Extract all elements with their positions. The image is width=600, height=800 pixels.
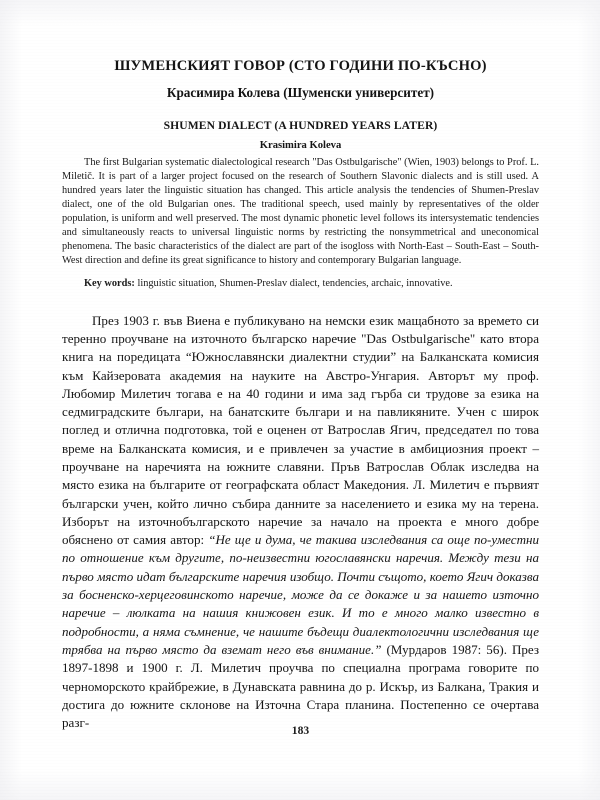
page-title-bulgarian: ШУМЕНСКИЯТ ГОВОР (СТО ГОДИНИ ПО-КЪСНО) xyxy=(114,58,487,74)
body-quotation: “Не ще и дума, че такива изследвания са още по-уместни по отношение към другите, по-неизвестни югославянски наречия. Между тези на първо място идат българските наречия изобщо. Почти същото, което Ягич доказва за босненско-херцеговинското наречие, може да се докаже и за нашето източно наречие – люлката на нашия книжовен език. И то е много малко известно в подробности, а няма съмнение, че нашите бъдещи диалектологични изследвания ще трябва на първо място да вземат него във внимание.” xyxy=(62,532,539,657)
abstract-paragraph: The first Bulgarian systematic dialectological research "Das Ostbulgarische" (Wien, 1903) belongs to Prof. L. Miletič. It is part of a larger project focused on the research of Southern Slavonic dialects and is still used. A hundred years later the linguistic situation has changed. This article analysis the tendencies of Shumen-Preslav dialect, one of the old Bulgarian ones. The traditional speech, used mainly by representatives of the older population, is uniform and well preserved. The most dynamic phonetic level follows its intersystematic tendencies and simultaneously reacts to universal linguistic norms by restricting the nonsymmetrical and uneconomical phenomena. The basic characteristics of the dialect are part of the isogloss with North-East – South-East – South-West direction and define its great significance to history and contemporary Bulgarian language. xyxy=(62,157,539,266)
body-text-after-quote: (Мурдаров 1987: 56). През 1897-1898 и 1900 г. Л. Милетич проучва по специална програма говорите по черноморското крайбрежие, в Дунавската равнина до р. Искър, из Балкана, Тракия и достига до южните склонове на Източна Стара планина. Постепенно се очертава разг- xyxy=(62,641,539,731)
body-text-before-quote: През 1903 г. във Виена е публикувано на немски език мащабното за времето си теренно проучване на източното българско наречие "Das Ostbulgarische" като втора книга на поредицата “Южнославянски диалектни студии” на Балканската комисия към Кайзеровата академия на науките на Австро-Унгария. Авторът му проф. Любомир Милетич тогава е на 40 години и има зад гърба си трудове за езика на седмиградските българи, на банатските българи и на павликяните. Учен с широк поглед и отлична подготовка, той е оценен от Ватрослав Ягич, председател по това време на Балканската комисия, и е привлечен за участие в амбициозния проект – проучване на наречията на южните славяни. Пръв Ватрослав Облак изследва на място езика на българите от географската област Македония. Л. Милетич е първият български учен, който лично събира данните за населението и езика му на терена. Изборът на източнобългарското наречие за начало на проекта е много добре обяснено от самия автор: xyxy=(62,312,539,548)
page-title-english: SHUMEN DIALECT (A HUNDRED YEARS LATER) xyxy=(163,118,438,132)
keywords-line xyxy=(62,268,539,291)
keywords-value: linguistic situation, Shumen-Preslav dialect, tendencies, archaic, innovative. xyxy=(134,277,453,289)
page-number: 183 xyxy=(291,724,310,737)
keywords-label: Key words: xyxy=(84,277,135,289)
page-content xyxy=(62,0,539,800)
author-byline-bulgarian: Красимира Колева (Шуменски университет) xyxy=(166,85,435,101)
body-paragraph-bulgarian xyxy=(62,291,539,733)
author-byline-english: Krasimira Koleva xyxy=(259,140,342,152)
